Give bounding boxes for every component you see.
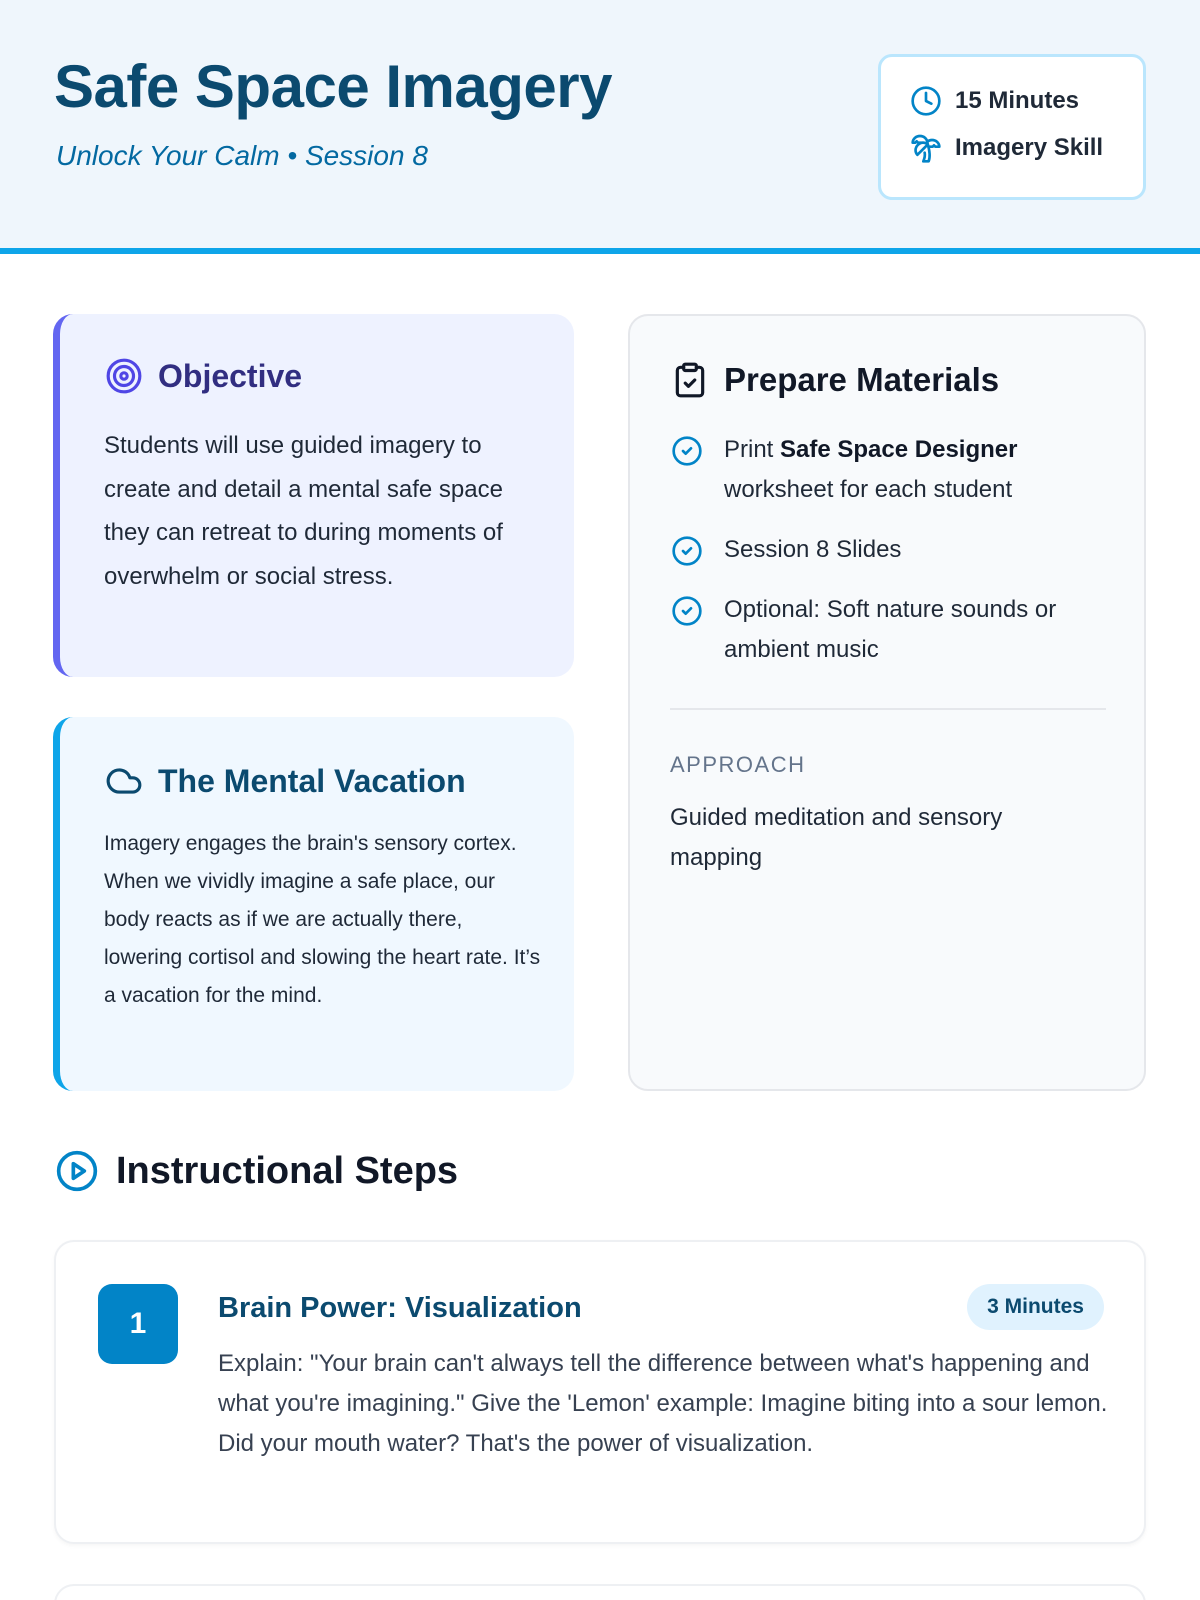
page-title: Safe Space Imagery	[54, 53, 612, 120]
approach-text: Guided meditation and sensory mapping	[670, 804, 1003, 871]
session-meta-card	[878, 54, 1146, 200]
step-title: Brain Power: Visualization	[218, 1292, 582, 1324]
material-item-text: Optional: Soft nature sounds or ambient music	[724, 596, 1057, 663]
materials-divider	[670, 708, 1106, 710]
target-icon	[104, 356, 144, 396]
clock-icon	[909, 84, 943, 118]
page-subtitle: Unlock Your Calm • Session 8	[56, 140, 428, 171]
check-circle-icon	[670, 594, 704, 628]
materials-header	[670, 360, 999, 400]
mental-vacation-text: Imagery engages the brain's sensory cortex. When we vividly imagine a safe place, our body reacts as if we are actually there, lowering cortisol and slowing the heart rate. It’s a vacation for the mind.	[104, 832, 541, 1007]
mental-vacation-card	[53, 717, 574, 1091]
palm-tree-icon	[909, 131, 943, 165]
material-item	[670, 530, 1110, 570]
approach-label: APPROACH	[670, 752, 806, 777]
objective-card	[53, 314, 574, 677]
duration-label: 15 Minutes	[955, 87, 1080, 114]
materials-title: Prepare Materials	[724, 361, 1000, 398]
play-circle-icon	[54, 1148, 100, 1194]
objective-title: Objective	[158, 357, 303, 394]
clipboard-check-icon	[670, 360, 710, 400]
steps-header	[54, 1148, 458, 1194]
material-item	[670, 430, 1110, 510]
mental-vacation-title: The Mental Vacation	[158, 762, 466, 799]
step-duration-badge: 3 Minutes	[967, 1284, 1104, 1330]
material-item-bold: Safe Space Designer	[780, 436, 1018, 463]
skill-label: Imagery Skill	[955, 134, 1104, 161]
mental-vacation-header	[104, 761, 466, 801]
duration-meta	[909, 85, 1079, 117]
materials-card	[628, 314, 1146, 1091]
page-header	[0, 0, 1200, 254]
material-item-text: Print Safe Space Designer worksheet for each student	[724, 436, 1018, 503]
cloud-icon	[104, 761, 144, 801]
material-item-text: Session 8 Slides	[724, 536, 902, 563]
objective-text: Students will use guided imagery to create and detail a mental safe space they can retreat to during moments of overwhelm or social stress.	[104, 432, 503, 590]
skill-meta	[909, 132, 1103, 164]
step-text: Explain: "Your brain can't always tell the difference between what's happening and what you're imagining." Give the 'Lemon' example: Imagine biting into a sour lemon. Did your mouth water? That's the power of visualization.	[218, 1350, 1108, 1457]
step-card	[54, 1584, 1146, 1600]
steps-title: Instructional Steps	[116, 1149, 459, 1192]
check-circle-icon	[670, 434, 704, 468]
objective-header	[104, 356, 302, 396]
check-circle-icon	[670, 534, 704, 568]
step-number: 1	[98, 1284, 178, 1364]
step-card	[54, 1240, 1146, 1544]
material-item	[670, 590, 1110, 670]
